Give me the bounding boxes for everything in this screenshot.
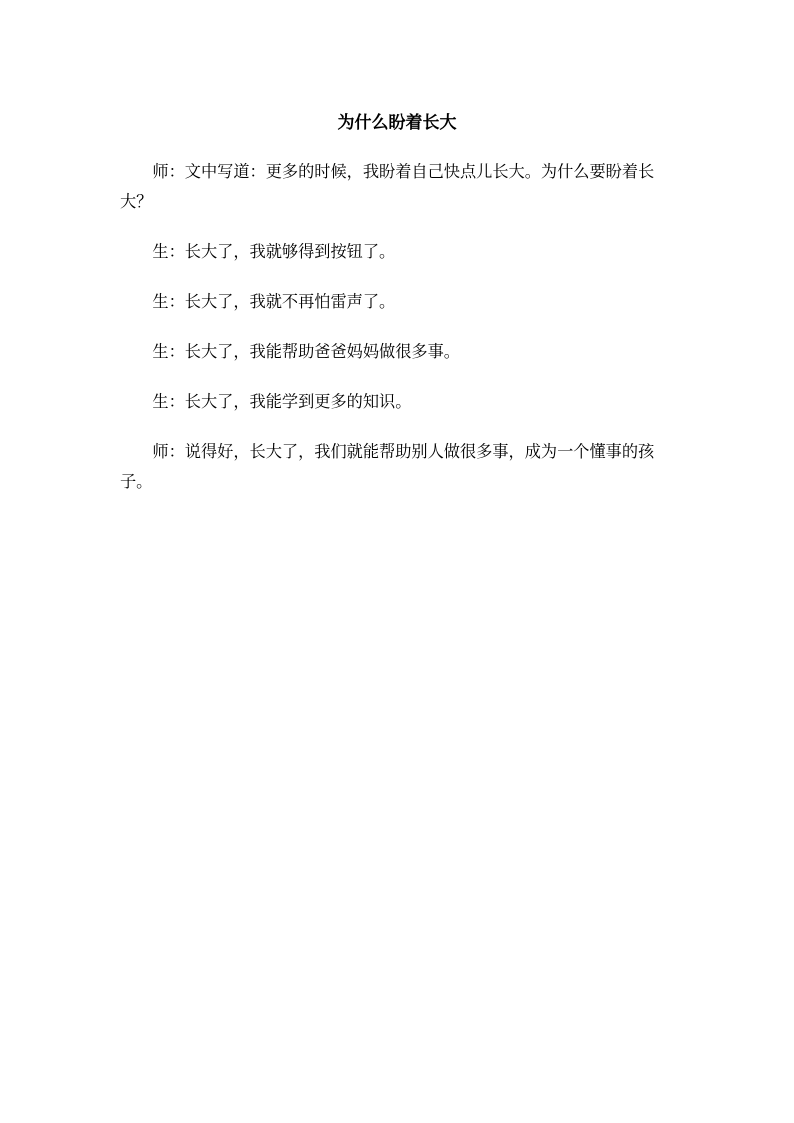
paragraph-teacher-question: 师：文中写道：更多的时候，我盼着自己快点儿长大。为什么要盼着长大？ xyxy=(120,162,655,211)
document-body xyxy=(120,157,676,517)
document-title: 为什么盼着长大 xyxy=(337,113,457,133)
paragraph-student-answer-3: 生：长大了，我能帮助爸爸妈妈做很多事。 xyxy=(152,342,460,361)
paragraph-student-answer-2: 生：长大了，我就不再怕雷声了。 xyxy=(152,292,396,311)
paragraph-student-answer-4: 生：长大了，我能学到更多的知识。 xyxy=(152,392,412,411)
paragraph-student-answer-1: 生：长大了，我就够得到按钮了。 xyxy=(152,242,396,261)
paragraph-teacher-conclusion: 师：说得好，长大了，我们就能帮助别人做很多事，成为一个懂事的孩子。 xyxy=(120,442,655,491)
